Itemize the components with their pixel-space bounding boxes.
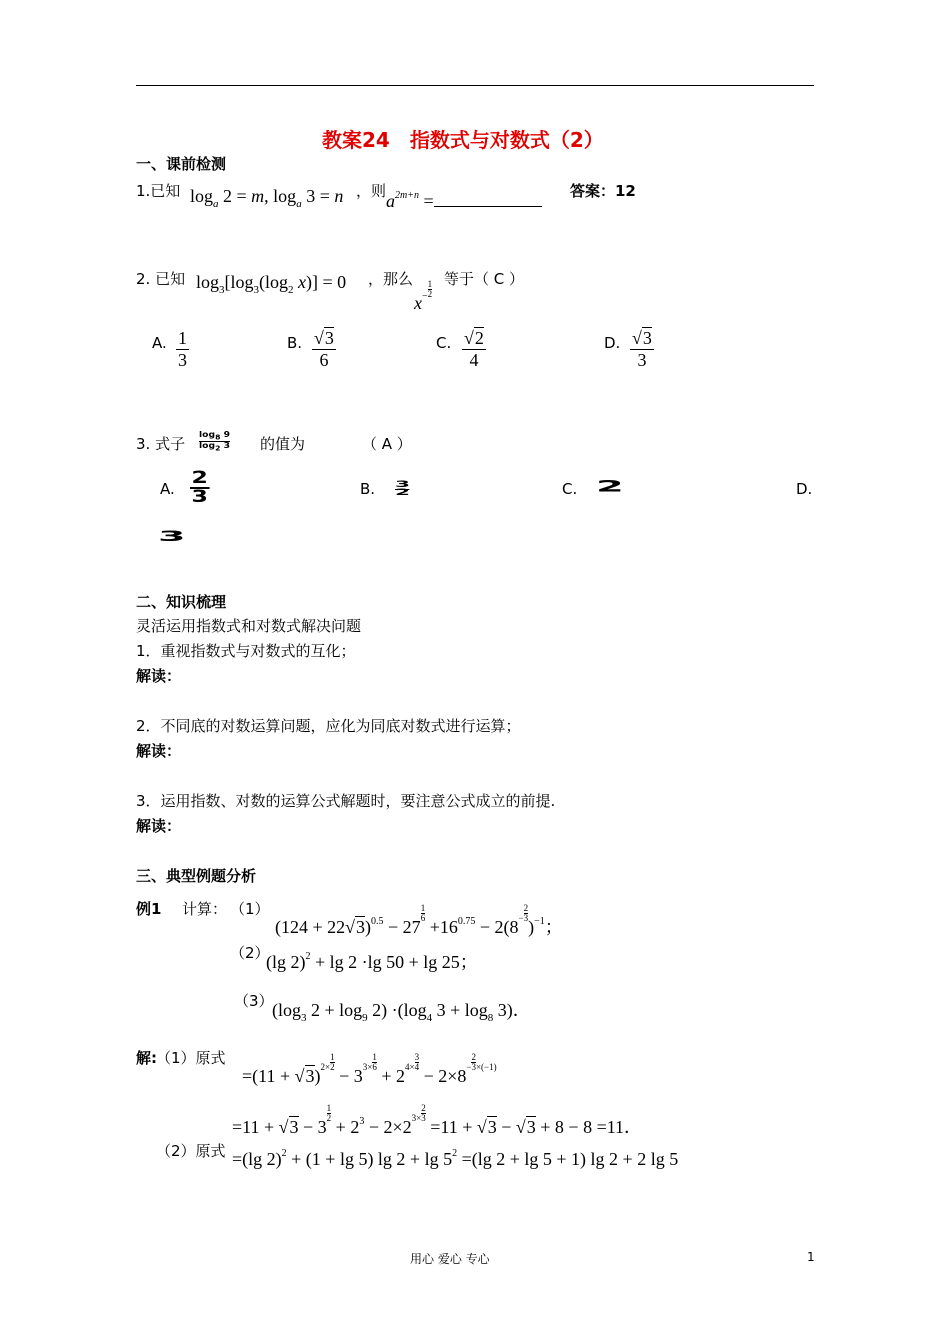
q3-option-a-label: A. xyxy=(160,480,175,498)
knowledge-item-3: 3．运用指数、对数的运算公式解题时，要注意公式成立的前提. xyxy=(136,792,556,810)
q3-option-d-label: D. xyxy=(796,480,813,498)
q2-option-a-label: A. xyxy=(152,334,167,352)
q1-target-formula: $a^{2m+n}$ = xyxy=(386,190,542,212)
q2-label: 2. 已知 xyxy=(136,270,186,288)
q3-option-c-label: C. xyxy=(562,480,578,498)
solution-line-2: =11 + √3 − 3 $\frac{1}{2}$ + $2^3 - 2\times 2^{3\times}$ $\frac{2}{3}$ =11 + √3 − √3 + 8 − 8 =11． xyxy=(232,1103,643,1137)
solution-part-2-label: （2）原式 xyxy=(156,1142,226,1160)
q3-option-b-value: 3 2 xyxy=(395,480,411,499)
q2-option-a-value: $\frac{1}{3}$ xyxy=(178,328,187,370)
read-label-3: 解读： xyxy=(136,817,182,835)
q2-target-formula: x− $\frac{1}{2}$ xyxy=(414,279,433,313)
solution-label: 解: xyxy=(136,1049,157,1067)
q2-option-d-value: $\frac{√3}{3}$ xyxy=(632,328,652,370)
q3-choice: （ A ） xyxy=(362,435,412,453)
read-label-1: 解读： xyxy=(136,667,182,685)
example-part-1-label: （1） xyxy=(230,900,270,918)
footer-text: 用心 爱心 专心 xyxy=(410,1252,490,1266)
knowledge-item-1: 1．重视指数式与对数式的互化； xyxy=(136,642,356,660)
q2-option-d-label: D. xyxy=(604,334,621,352)
q1-label: 1.已知 xyxy=(136,182,181,200)
example-formula-2: (lg 2)$^2$ + lg 2 ·lg 50 + lg 25； xyxy=(266,951,478,972)
q2-connector: ，那么 xyxy=(368,270,414,288)
page-title: 教案24 指数式与对数式（2） xyxy=(322,128,604,152)
solution-line-3: =(lg 2)$^2$ + (1 + lg 5) $\lg 2 + \lg 5^2 =(\lg$ 2 + lg 5 + 1) lg 2 + 2 lg 5 xyxy=(232,1148,679,1169)
example-part-2-label: （2） xyxy=(230,944,270,962)
page-number: 1 xyxy=(807,1250,815,1264)
read-label-2: 解读： xyxy=(136,742,182,760)
q3-option-b-label: B. xyxy=(360,480,376,498)
q2-option-c-label: C. xyxy=(436,334,452,352)
example-formula-3: ($\log_3$ $2 + \log_9 2) \cdot(\log_4$ $3 + \log_8 3$)． xyxy=(272,1000,531,1024)
section-heading-3: 三、典型例题分析 xyxy=(136,867,257,885)
q3-expression: $\log_8 9$ $\log_2 3$ xyxy=(199,430,231,453)
solution-part-1-label: （1）原式 xyxy=(156,1049,226,1067)
header-rule xyxy=(136,85,814,86)
section-heading-1: 一、课前检测 xyxy=(136,155,227,173)
section2-intro: 灵活运用指数式和对数式解决问题 xyxy=(136,617,362,635)
q2-condition-formula: $\log_3[\log_3(\log_2$ x)] = 0 xyxy=(196,272,347,296)
example-part-3-label: （3） xyxy=(234,992,274,1010)
q3-option-c-value: 2 xyxy=(596,476,624,496)
q1-answer: 答案：12 xyxy=(570,182,636,200)
knowledge-item-2: 2．不同底的对数运算问题，应化为同底对数式进行运算； xyxy=(136,717,521,735)
q3-option-a-value: 2 3 xyxy=(191,468,208,507)
q3-label: 3. 式子 xyxy=(136,435,186,453)
q1-connector: ，则 xyxy=(356,182,387,200)
q2-option-b-label: B. xyxy=(287,334,303,352)
section-heading-2: 二、知识梳理 xyxy=(136,593,227,611)
q1-condition-formula: $\log_a 2 = m$, $\log_a 3 = n$ xyxy=(190,186,344,210)
example-label: 例1 xyxy=(136,900,162,918)
example-formula-1: $(124 + 22√3)^{0.5} - 27$ $\frac{1}{6}$ $+16^{0.75} - 2(8^-$ $\frac{2}{3}$ )$^{-1}$； xyxy=(275,903,563,937)
q2-option-b-value: $\frac{√3}{6}$ xyxy=(314,328,334,370)
q3-tail: 的值为 xyxy=(260,435,306,453)
q2-option-c-value: $\frac{√2}{4}$ xyxy=(464,328,484,370)
q3-option-d-value: 3 xyxy=(158,528,186,546)
calc-label: 计算： xyxy=(182,900,228,918)
solution-line-1: $=(11 + √3)^{2\times}$ $\frac{1}{2}$ − $3^{3\times}$ $\frac{1}{6}$ + $2^{4\times}$ $\frac{3}{4}$ − 2×8− $\frac{2}{3}$ $^{\times(-1)}$ xyxy=(242,1052,497,1086)
q2-tail: 等于（ C ） xyxy=(444,270,525,288)
